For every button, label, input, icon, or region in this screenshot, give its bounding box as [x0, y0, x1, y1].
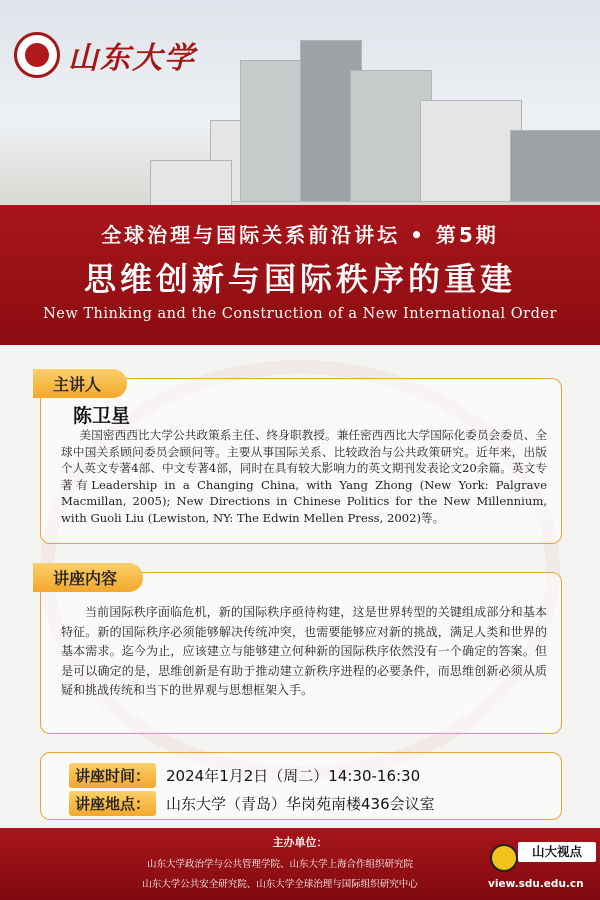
lecture-title-english: New Thinking and the Construction of a New International Order: [43, 306, 557, 322]
speaker-label: 主讲人: [33, 369, 127, 398]
media-url: view.sdu.edu.cn: [488, 878, 584, 890]
speaker-name: 陈卫星: [73, 405, 131, 427]
info-section: [40, 752, 562, 820]
place-row: [69, 791, 435, 816]
organizer-heading: 主办单位：: [272, 836, 328, 849]
lecture-section: [40, 569, 562, 734]
speaker-bio: 美国密西西比大学公共政策系主任、终身职教授。兼任密西西比大学国际化委员会委员、全球中国关系顾问委员会顾问等。主要从事国际关系、比较政治与公共政策研究。近年来，出版个人英文专著4部、中文专著4部，同时在具有较大影响力的英文期刊发表论文20余篇。英文专著有Leadership in a Changing China, with Yang Zhong (New York: Palgrave Macmillan, 2005); New Directions in Chinese Politics for the New Millennium, with Guoli Liu (Lewiston, NY: The Edwin Mellen Press, 2002)等。: [61, 428, 547, 525]
speaker-section: [40, 375, 562, 544]
place-label: 讲座地点：: [69, 791, 156, 816]
time-row: [69, 763, 420, 788]
media-logo: [484, 838, 598, 898]
university-seal-icon: [14, 32, 60, 78]
lecture-title: 思维创新与国际秩序的重建: [83, 260, 516, 298]
campus-building-photo: [0, 0, 600, 205]
media-name: 山大视点: [518, 842, 596, 862]
time-label: 讲座时间：: [69, 763, 156, 788]
lecture-content: 当前国际秩序面临危机，新的国际秩序亟待构建，这是世界转型的关键组成部分和基本特征。新的国际秩序必须能够解决传统冲突，也需要能够应对新的挑战，满足人类和世界的基本需求。迄今为止，应该建立与能够建立何种新的国际秩序依然没有一个确定的答案。但是可以确定的是，思维创新是有助于推动建立新秩序进程的必要条件，而思维创新必须从质疑和挑战传统和当下的世界观与思想框架入手。: [61, 605, 547, 697]
organizer-line-2: 山东大学公共安全研究院、山东大学全球治理与国际组织研究中心: [142, 879, 418, 890]
title-banner: [0, 205, 600, 345]
media-mascot-icon: [490, 844, 518, 872]
sdu-logo: [14, 32, 196, 78]
university-name: 山东大学: [68, 41, 196, 76]
forum-series: 全球治理与国际关系前沿讲坛 • 第5期: [101, 223, 499, 247]
organizer-line-1: 山东大学政治学与公共管理学院、山东大学上海合作组织研究院: [146, 859, 413, 870]
lecture-label: 讲座内容: [33, 563, 143, 592]
place-value: 山东大学（青岛）华岗苑南楼436会议室: [166, 795, 435, 813]
time-value: 2024年1月2日（周二）14:30-16:30: [166, 767, 421, 785]
